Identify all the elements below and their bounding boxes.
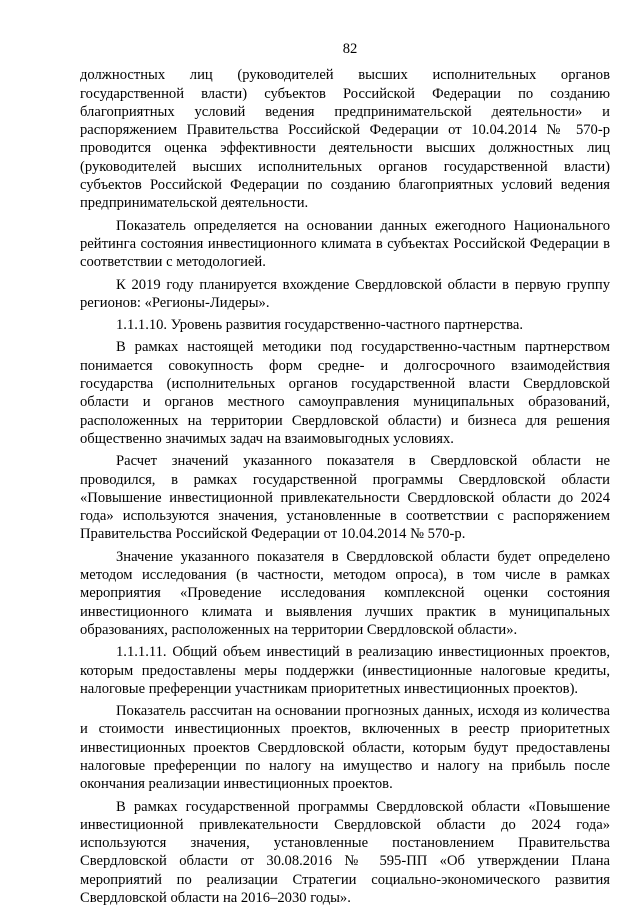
paragraph-indicator-source: Показатель определяется на основании данных ежегодного Национального рейтинга состояния инвестиционного климата в субъектах Российской Федерации в соответствии с методологией. xyxy=(80,217,610,271)
paragraph-research-method: Значение указанного показателя в Свердловской области будет определено методом исследования (в частности, методом опроса), в том числе в рамках мероприятия «Проведение исследования комплексной оценки состояния инвестиционного климата и выявления лучших практик в муниципальных образованиях, расположенных на территории Свердловской области». xyxy=(80,548,610,638)
paragraph-program-values: В рамках государственной программы Свердловской области «Повышение инвестиционной привлекательности Свердловской области до 2024 года» используются значения, установленные постановлением Правительства Свердловской области от 30.08.2016 № 595-ПП «Об утверждении Плана мероприятий по реализации Стратегии социально-экономического развития Свердловской области на 2016–2030 годы». xyxy=(80,798,610,907)
paragraph-leaders-goal: К 2019 году планируется вхождение Свердловской области в первую группу регионов: «Регионы-Лидеры». xyxy=(80,276,610,311)
paragraph-forecast-basis: Показатель рассчитан на основании прогнозных данных, исходя из количества и стоимости инвестиционных проектов, включенных в реестр приоритетных инвестиционных проектов Свердловской области, которым будут предоставлены налоговые преференции по налогу на имущество и налогу на прибыль после окончания реализации инвестиционных проектов. xyxy=(80,703,610,793)
paragraph-continuation: должностных лиц (руководителей высших исполнительных органов государственной власти) субъектов Российской Федерации по созданию благоприятных условий ведения предпринимательской деятельности» и распоряжением Правительства Российской Федерации от 10.04.2014 № 570-р проводится оценка эффективности деятельности высших должностных лиц (руководителей высших исполнительных органов государственной власти) субъектов Российской Федерации по созданию благоприятных условий ведения предпринимательской деятельности. xyxy=(80,67,610,212)
page-number: 82 xyxy=(342,41,358,57)
paragraph-calculation-note: Расчет значений указанного показателя в Свердловской области не проводился, в рамках государственной программы Свердловской области «Повышение инвестиционной привлекательности Свердловской области до 2024 года» используются значения, установленные в соответствии с распоряжением Правительства Российской Федерации от 10.04.2014 № 570-р. xyxy=(80,453,610,543)
paragraph-ppp-definition: В рамках настоящей методики под государственно-частным партнерством понимается совокупность форм средне- и долгосрочного взаимодействия государства (исполнительных органов государственной власти Свердловской области и органов местного самоуправления муниципальных образований, расположенных на территории Свердловской области) и бизнеса для решения общественно значимых задач на взаимовыгодных условиях. xyxy=(80,339,610,447)
section-heading-1-1-1-10: 1.1.1.10. Уровень развития государственно-частного партнерства. xyxy=(116,317,523,334)
section-heading-1-1-1-11: 1.1.1.11. Общий объем инвестиций в реализацию инвестиционных проектов, которым предоставлены меры поддержки (инвестиционные налоговые кредиты, налоговые преференции участникам приоритетных инвестиционных проектов). xyxy=(80,644,610,697)
